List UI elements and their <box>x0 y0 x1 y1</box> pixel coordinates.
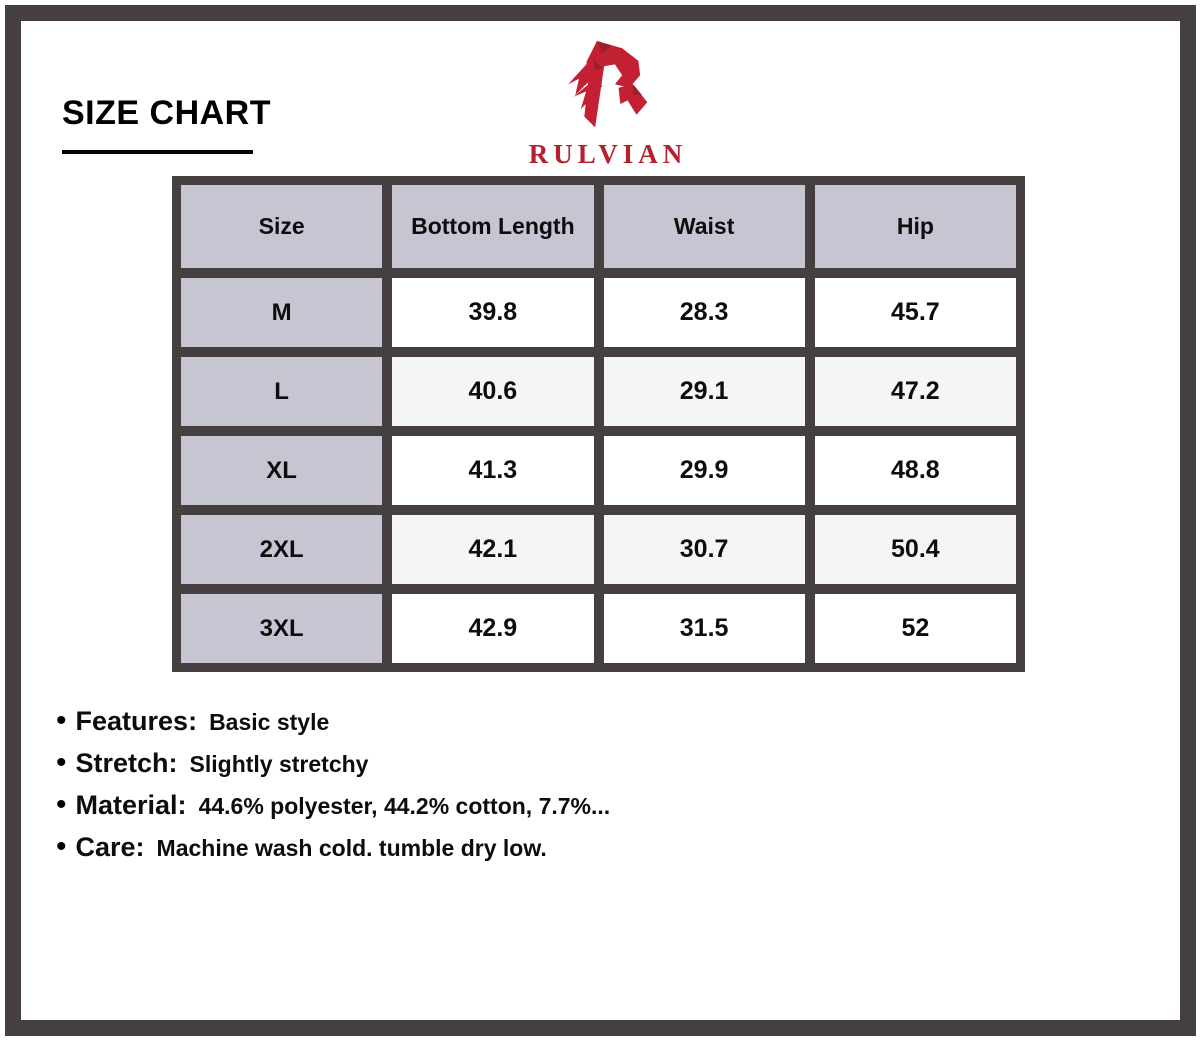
row-m-size-label: M <box>181 278 382 347</box>
column-header-waist: Waist <box>604 185 805 268</box>
detail-value: Slightly stretchy <box>189 751 369 777</box>
row-3xl-hip: 52 <box>815 594 1016 663</box>
row-2xl-bottom-length: 42.1 <box>392 515 593 584</box>
row-2xl-hip: 50.4 <box>815 515 1016 584</box>
row-3xl-waist: 31.5 <box>604 594 805 663</box>
row-l-bottom-length: 40.6 <box>392 357 593 426</box>
title-underline <box>62 150 253 154</box>
detail-value: Basic style <box>209 709 330 735</box>
detail-label: Material: <box>75 790 187 820</box>
row-3xl-bottom-length: 42.9 <box>392 594 593 663</box>
page-title: SIZE CHART <box>62 94 271 132</box>
bullet-icon: • <box>56 746 67 779</box>
row-l-hip: 47.2 <box>815 357 1016 426</box>
detail-value: 44.6% polyester, 44.2% cotton, 7.7%... <box>198 793 611 819</box>
row-xl-waist: 29.9 <box>604 436 805 505</box>
list-item-care <box>56 830 610 865</box>
size-chart-table <box>172 176 1025 672</box>
brand-wordmark: RULVIAN <box>528 139 688 169</box>
column-header-bottom-length: Bottom Length <box>392 185 593 268</box>
row-m-waist: 28.3 <box>604 278 805 347</box>
row-l-waist: 29.1 <box>604 357 805 426</box>
rulvian-r-logo-icon <box>563 38 653 134</box>
list-item-features <box>56 704 610 739</box>
row-3xl-size-label: 3XL <box>181 594 382 663</box>
detail-value: Machine wash cold. tumble dry low. <box>156 835 547 861</box>
row-2xl-size-label: 2XL <box>181 515 382 584</box>
bullet-icon: • <box>56 788 67 821</box>
row-xl-hip: 48.8 <box>815 436 1016 505</box>
row-2xl-waist: 30.7 <box>604 515 805 584</box>
list-item-material <box>56 788 610 823</box>
column-header-hip: Hip <box>815 185 1016 268</box>
bullet-icon: • <box>56 704 67 737</box>
product-details-list <box>56 704 610 872</box>
row-xl-bottom-length: 41.3 <box>392 436 593 505</box>
detail-label: Features: <box>75 706 198 736</box>
row-l-size-label: L <box>181 357 382 426</box>
row-m-hip: 45.7 <box>815 278 1016 347</box>
list-item-stretch <box>56 746 610 781</box>
column-header-size: Size <box>181 185 382 268</box>
brand-logo <box>529 38 688 170</box>
detail-label: Care: <box>75 832 145 862</box>
row-m-bottom-length: 39.8 <box>392 278 593 347</box>
row-xl-size-label: XL <box>181 436 382 505</box>
detail-label: Stretch: <box>75 748 178 778</box>
bullet-icon: • <box>56 830 67 863</box>
